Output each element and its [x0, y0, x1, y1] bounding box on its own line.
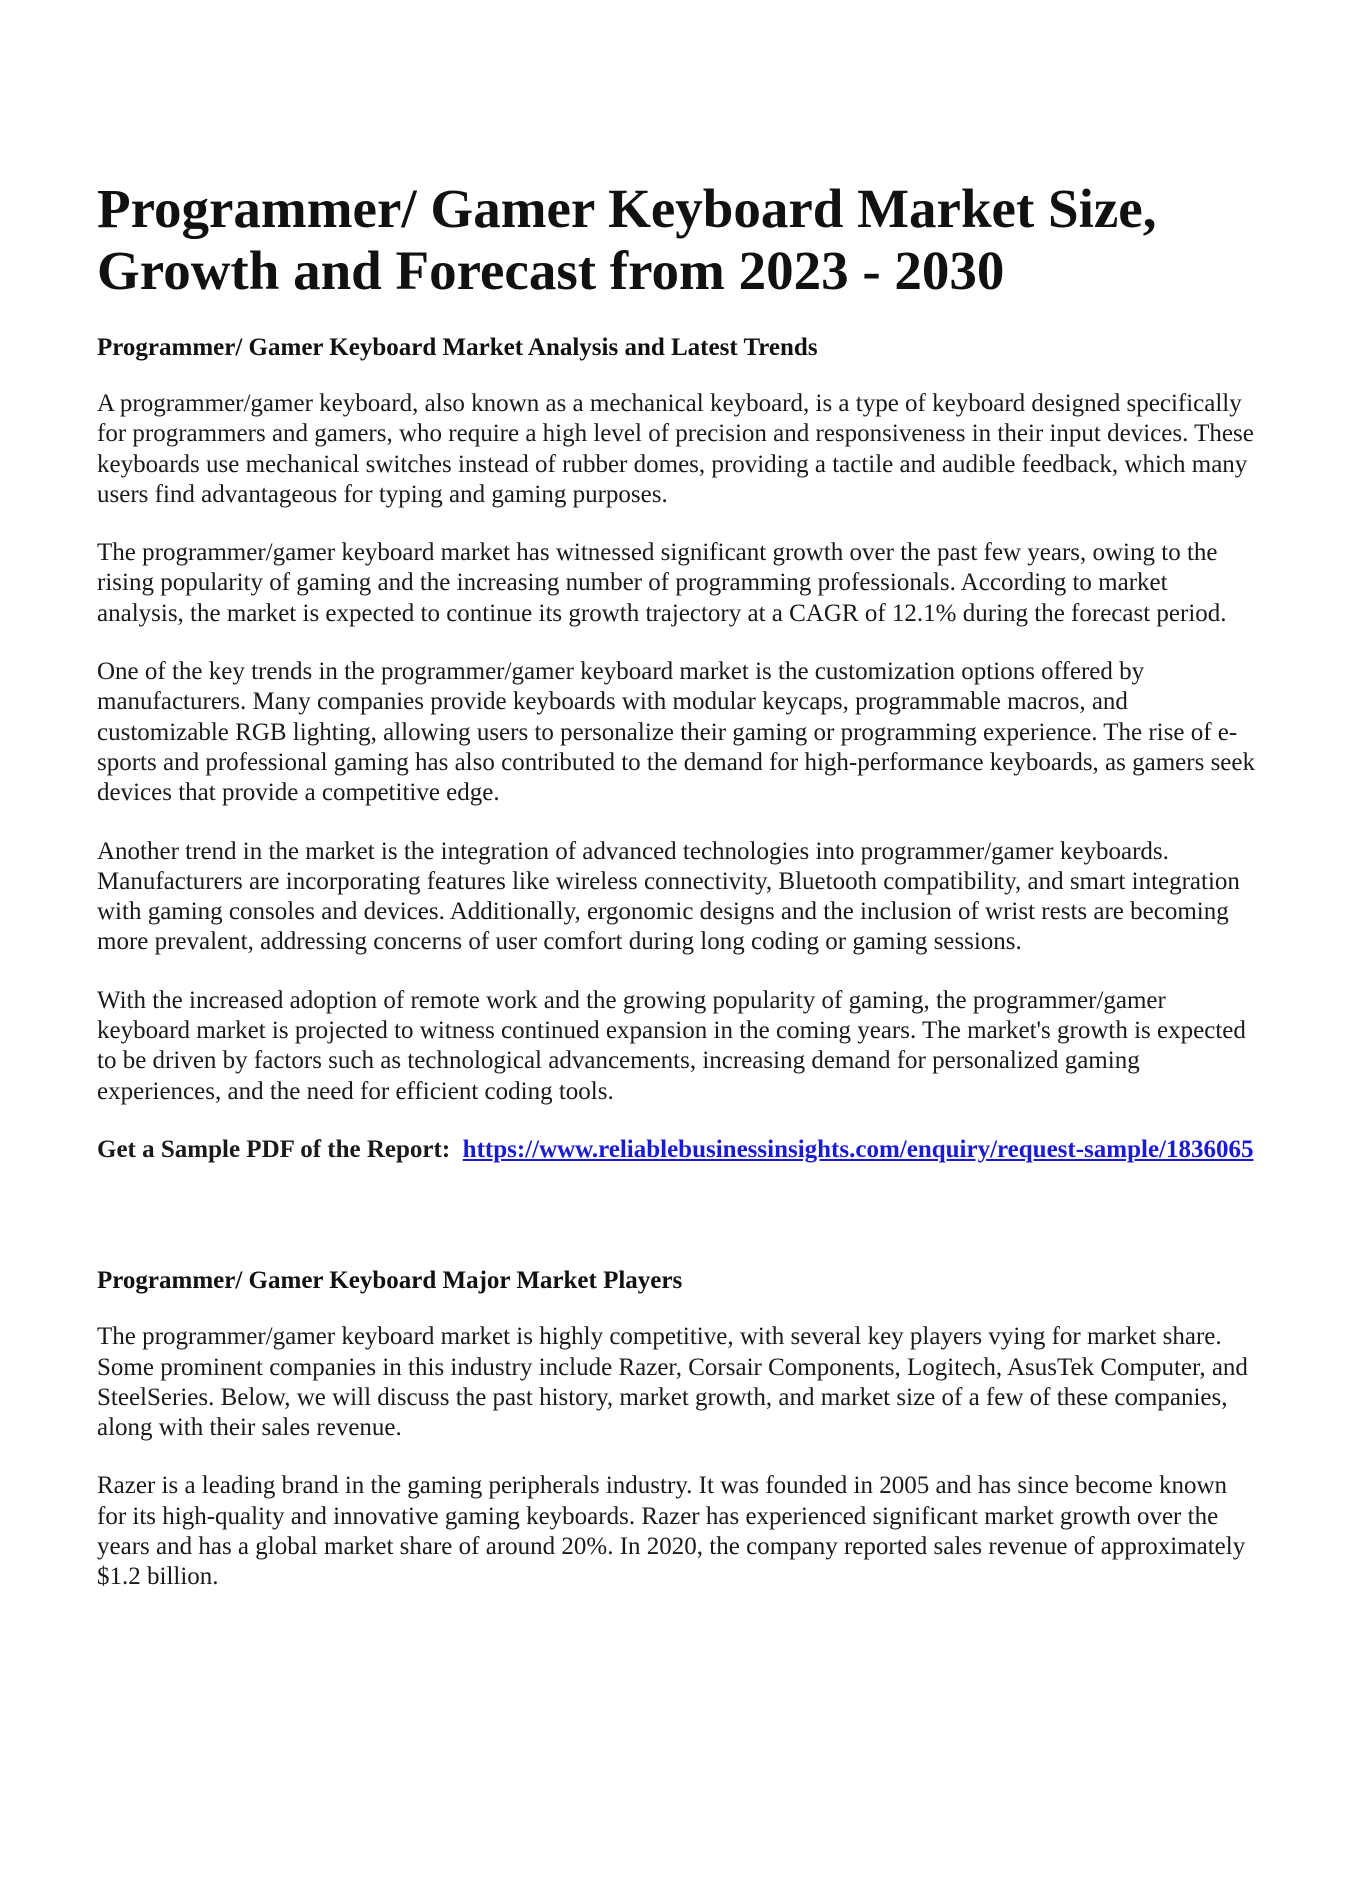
paragraph-growth: The programmer/gamer keyboard market has witnessed significant growth over the past few years, owing to the rising popularity of gaming and the increasing number of programming professionals. According to market analysis, the market is expected to continue its growth trajectory at a CAGR of 12.1% during the forecast period. — [97, 539, 1227, 627]
paragraph-technology-trend: Another trend in the market is the integration of advanced technologies into programmer/gamer keyboards. Manufacturers are incorporating features like wireless connectivity, Bluetooth compatibility, and smart integration with gaming consoles and devices. Additionally, ergonomic designs and the inclusion of wrist rests are becoming more prevalent, addressing concerns of user comfort during long coding or gaming sessions. — [97, 837, 1240, 956]
paragraph-competition: The programmer/gamer keyboard market is highly competitive, with several key players vying for market share. Some prominent companies in this industry include Razer, Corsair Components, Logitech, AsusTek Computer, and SteelSeries. Below, we will discuss the past history, market growth, and market size of a few of these companies, along with their sales revenue. — [97, 1323, 1248, 1442]
paragraph-outlook: With the increased adoption of remote work and the growing popularity of gaming, the programmer/gamer keyboard market is projected to witness continued expansion in the coming years. The market's growth is expected to be driven by factors such as technological advancements, increasing demand for personalized gaming experiences, and the need for efficient coding tools. — [97, 986, 1246, 1105]
document-title: Programmer/ Gamer Keyboard Market Size, Growth and Forecast from 2023 - 2030 — [97, 178, 1157, 301]
sample-pdf-label: Get a Sample PDF of the Report: — [97, 1135, 451, 1163]
section-spacer — [97, 1165, 1257, 1265]
sample-pdf-line — [97, 1135, 1257, 1165]
paragraph-customization-trend: One of the key trends in the programmer/gamer keyboard market is the customization options offered by manufacturers. Many companies provide keyboards with modular keycaps, programmable macros, and customizable RGB lighting, allowing users to personalize their gaming or programming experience. The rise of e-sports and professional gaming has also contributed to the demand for high-performance keyboards, as gamers seek devices that provide a competitive edge. — [97, 658, 1255, 807]
paragraph-definition: A programmer/gamer keyboard, also known as a mechanical keyboard, is a type of keyboard designed specifically for programmers and gamers, who require a high level of precision and responsiveness in their input devices. These keyboards use mechanical switches instead of rubber domes, providing a tactile and audible feedback, which many users find advantageous for typing and gaming purposes. — [97, 390, 1254, 508]
document-page — [97, 178, 1257, 1621]
paragraph-razer: Razer is a leading brand in the gaming peripherals industry. It was founded in 2005 and has since become known for its high-quality and innovative gaming keyboards. Razer has experienced significant market growth over the years and has a global market share of around 20%. In 2020, the company reported sales revenue of approximately $1.2 billion. — [97, 1472, 1246, 1591]
section-heading-players: Programmer/ Gamer Keyboard Major Market Players — [97, 1267, 683, 1295]
section-heading-analysis: Programmer/ Gamer Keyboard Market Analysis and Latest Trends — [97, 334, 818, 361]
sample-pdf-link[interactable]: https://www.reliablebusinessinsights.com/enquiry/request-sample/1836065 — [462, 1135, 1254, 1163]
